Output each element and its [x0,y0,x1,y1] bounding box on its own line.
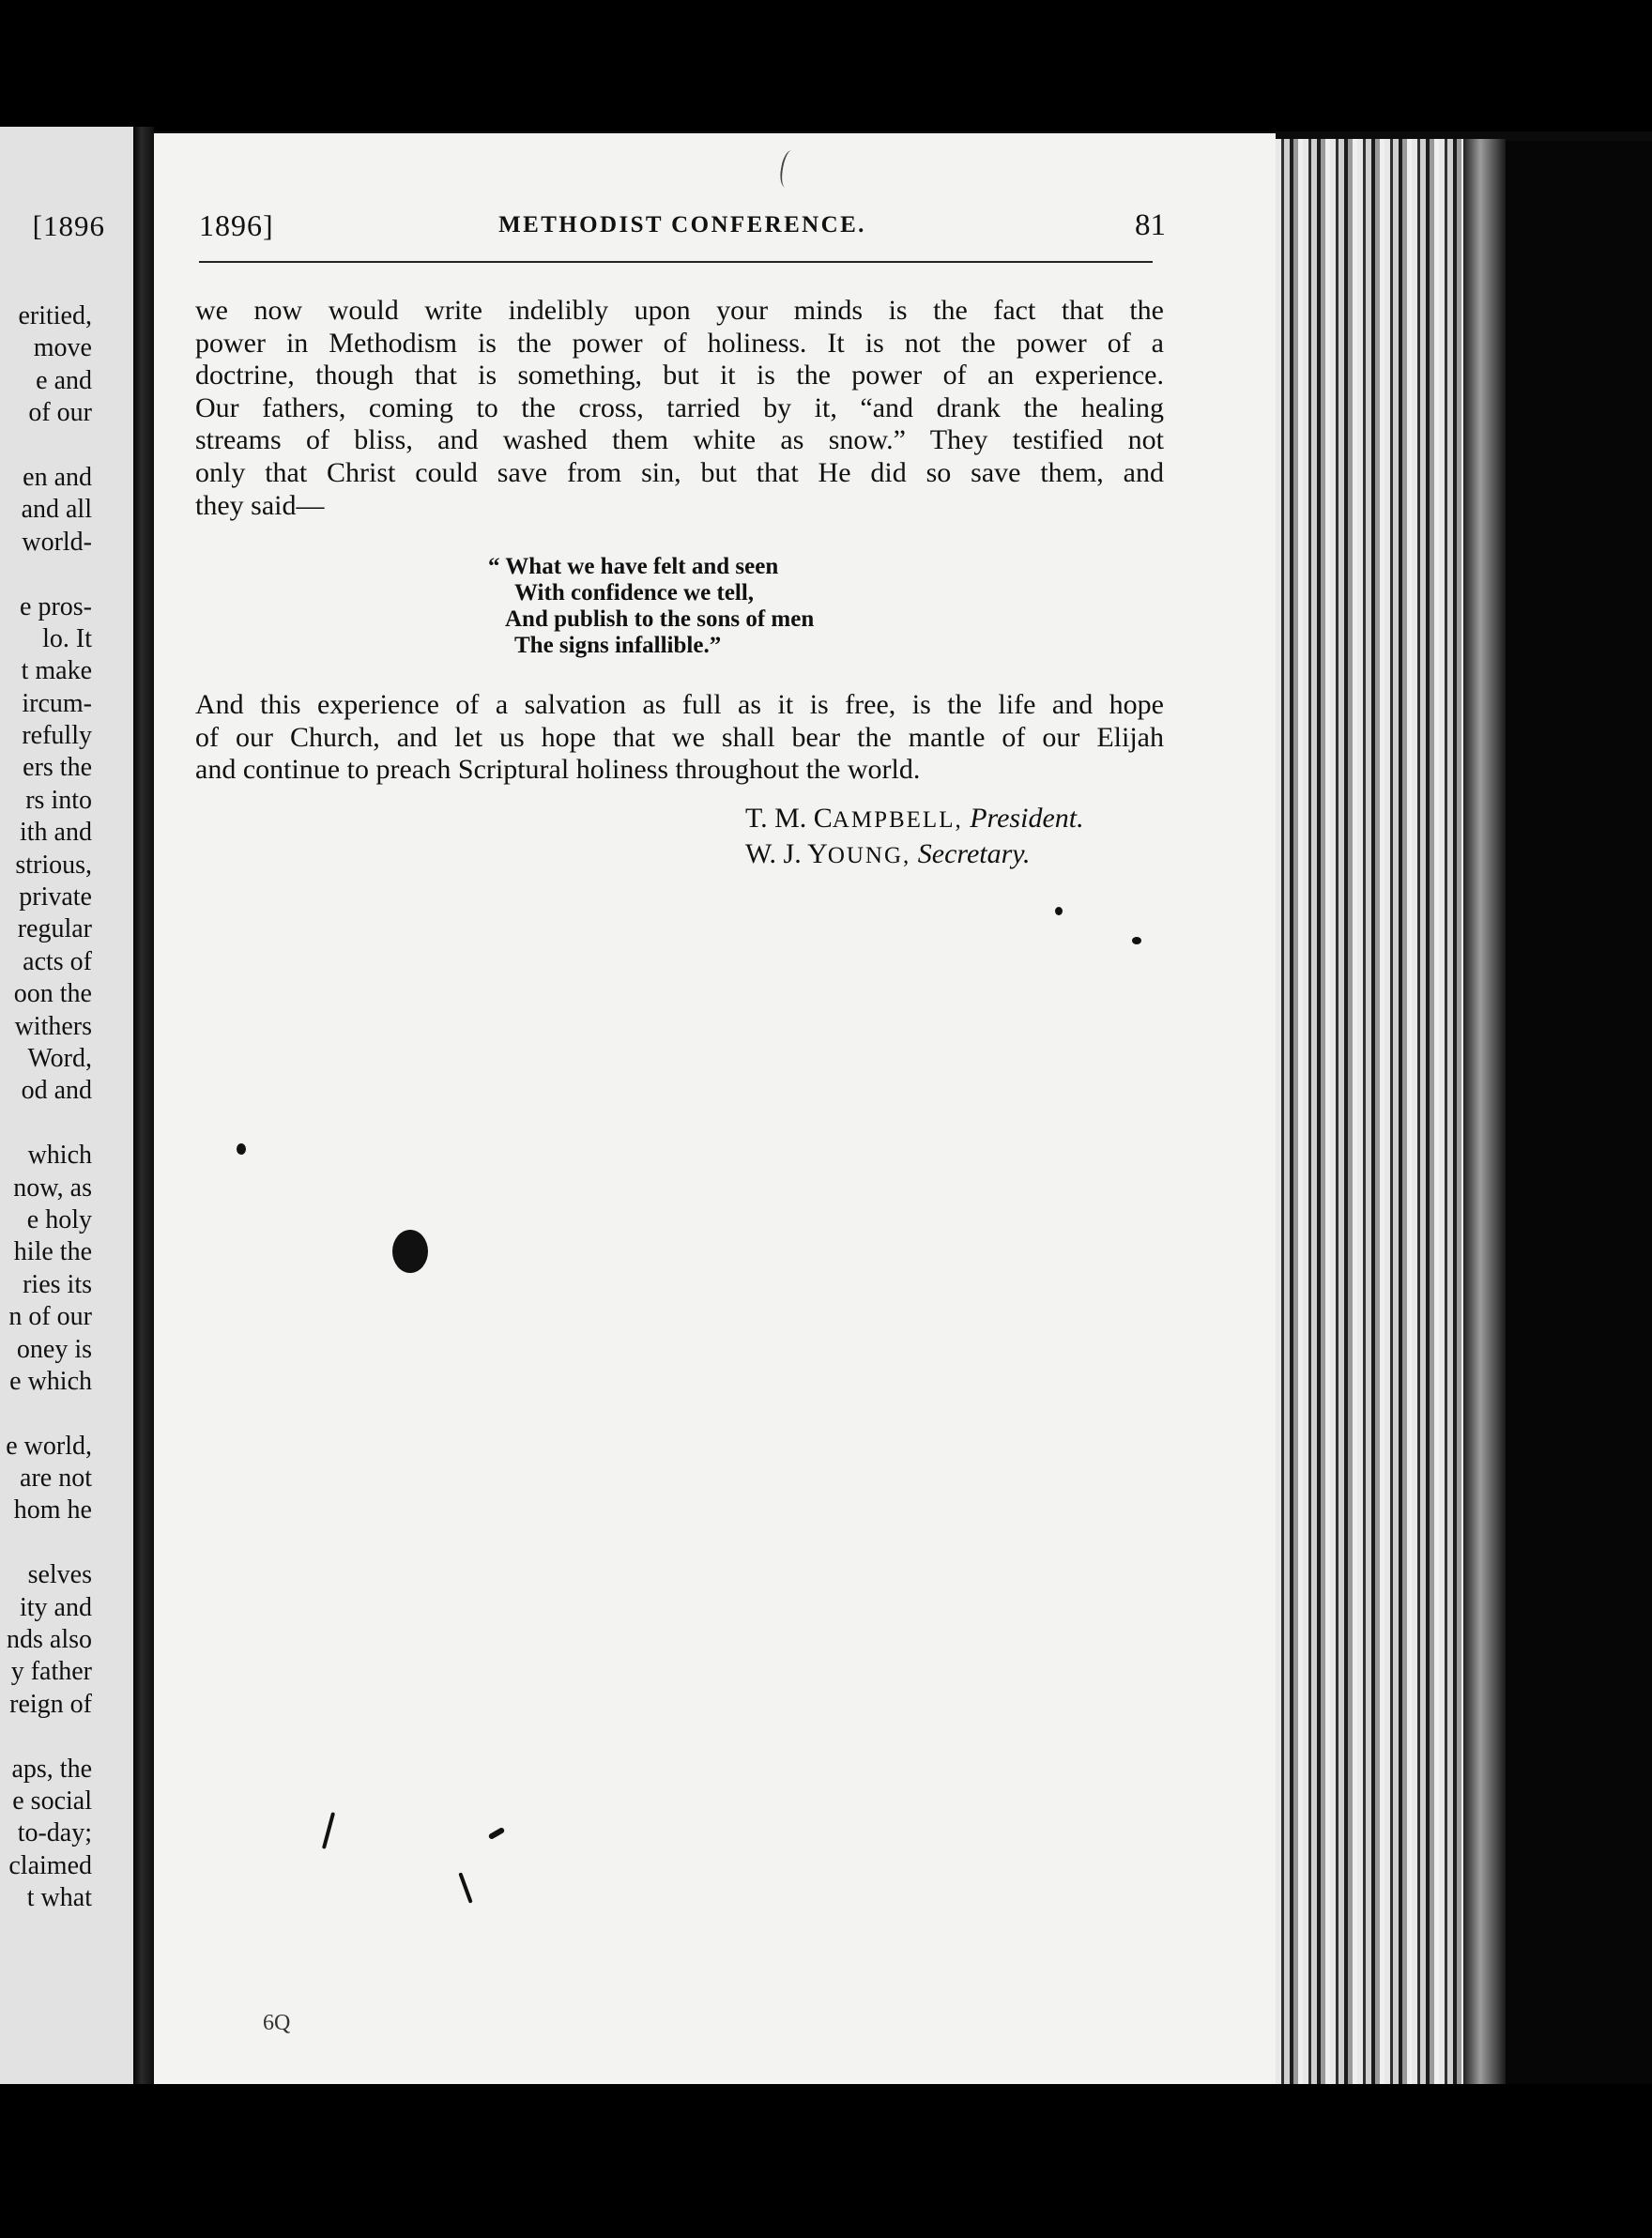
verse-line: The signs infallible.” [514,633,722,658]
left-page-line: eritied, [18,301,92,330]
pencil-stroke [322,1812,335,1849]
left-page-line: y father [10,1657,92,1687]
left-page-line: nds also [7,1625,92,1655]
left-page-line: which [27,1141,92,1171]
left-page-line: e and [36,365,92,395]
verse-line: And publish to the sons of men [505,606,815,632]
left-page-line: strious, [15,850,92,880]
left-page-line: selves [27,1560,92,1590]
scan-right-shadow [1506,141,1652,2084]
body-line: they said— [195,489,325,521]
left-facing-page [0,127,133,2084]
left-page-line: world- [22,527,92,557]
left-page-line: en and [23,462,92,492]
verse-line: “ What we have felt and seen [488,554,779,579]
left-page-line [6,559,92,590]
ink-speck [1132,937,1141,944]
left-page-line: move [33,333,92,363]
left-page-line: e holy [26,1204,92,1234]
verse-line: With confidence we tell, [514,580,755,605]
pencil-stroke [488,1827,506,1840]
signature-initials: W. J. [745,838,802,869]
left-page-line: ers the [23,753,92,783]
left-page-line: t what [26,1883,92,1913]
left-page-line: e which [9,1366,92,1396]
left-page-line: oon the [13,979,92,1009]
signature-secretary [745,837,1084,873]
ink-speck [237,1143,246,1155]
signature-surname-cap: C [813,803,833,834]
left-page-line [6,430,92,462]
scan-bottom-shadow [0,2084,1652,2238]
body-line: we now would write indelibly upon your minds is the fact that the [195,295,1164,326]
left-page-header: [1896 [32,209,105,242]
left-page-line: withers [14,1011,92,1041]
signature-initials: T. M. [745,803,807,834]
left-page-line: ries its [23,1269,92,1299]
book-fore-edge-shadow [1463,139,1506,2087]
left-page-line: aps, the [11,1754,92,1784]
signature-title: Secretary. [917,838,1031,869]
left-page-line [6,1527,92,1559]
book-fore-edge [1276,139,1463,2087]
left-page-line [6,1108,92,1140]
left-page-line: n of our [8,1302,92,1332]
running-header [199,208,1166,257]
left-page-line: ity and [20,1592,92,1622]
signature-president [745,802,1084,837]
signature-surname-rest: OUNG, [827,843,911,868]
body-line: power in Methodism is the power of holiness. It is not the power of a [195,327,1164,359]
header-year: 1896] [199,208,274,242]
pencil-mark [778,149,800,189]
left-page-line: to-day; [17,1818,92,1848]
body-line: streams of bliss, and washed them white as snow.” They testified not [195,424,1164,456]
signature-block [745,802,1084,873]
signature-surname-rest: AMPBELL, [832,807,963,833]
closing-paragraph [195,689,1164,787]
left-page-line: t make [21,656,92,686]
signature-surname-cap: Y [807,838,828,869]
ink-speck [1055,907,1063,915]
left-page-line: private [19,882,92,912]
left-page-line: acts of [23,946,92,976]
left-page-line: claimed [8,1850,92,1880]
left-page-line: of our [28,398,92,428]
left-page-line: are not [20,1464,92,1494]
header-rule [199,261,1153,263]
page-number: 81 [1135,208,1166,242]
closing-line: of our Church, and let us hope that we shall bear the mantle of our Elijah [195,721,1164,753]
left-page-line: e social [12,1786,92,1816]
closing-line: And this experience of a salvation as full as it is free, is the life and hope [195,689,1164,720]
left-page-line [6,1398,92,1430]
ink-blot [392,1230,428,1273]
left-page-line: hile the [13,1237,92,1267]
main-page [154,133,1276,2091]
printer-signature-mark: 6Q [263,2011,291,2035]
pencil-stroke [458,1872,472,1903]
header-title: METHODIST CONFERENCE. [498,212,866,238]
body-line: only that Christ could save from sin, but that He did so save them, and [195,456,1164,488]
closing-line: and continue to preach Scriptural holiness throughout the world. [195,754,921,786]
book-gutter [133,127,154,2093]
body-line: doctrine, though that is something, but it is the power of an experience. [195,360,1164,391]
left-page-line: oney is [16,1334,92,1364]
left-page-line: od and [21,1076,92,1106]
left-page-text-column [6,300,92,1915]
body-line: Our fathers, coming to the cross, tarried by it, “and drank the healing [195,391,1164,423]
left-page-line: reign of [9,1689,92,1719]
scan-top-shadow [0,0,1652,131]
left-page-line: lo. It [42,623,92,653]
left-page-line: ith and [20,818,92,848]
left-page-line: now, as [13,1173,92,1203]
left-page-line: e pros- [20,591,92,621]
left-page-line: e world, [6,1431,92,1461]
left-page-line: ircum- [22,688,92,718]
left-page-line: regular [17,914,92,944]
hymn-verse [488,554,814,659]
left-page-line: hom he [13,1495,92,1525]
body-paragraph [195,295,1164,522]
left-page-line [6,1721,92,1753]
left-page-line: Word, [27,1043,92,1073]
left-page-line: refully [22,721,92,751]
signature-title: President. [970,803,1084,834]
left-page-line: rs into [25,785,92,815]
left-page-line: and all [21,495,92,525]
